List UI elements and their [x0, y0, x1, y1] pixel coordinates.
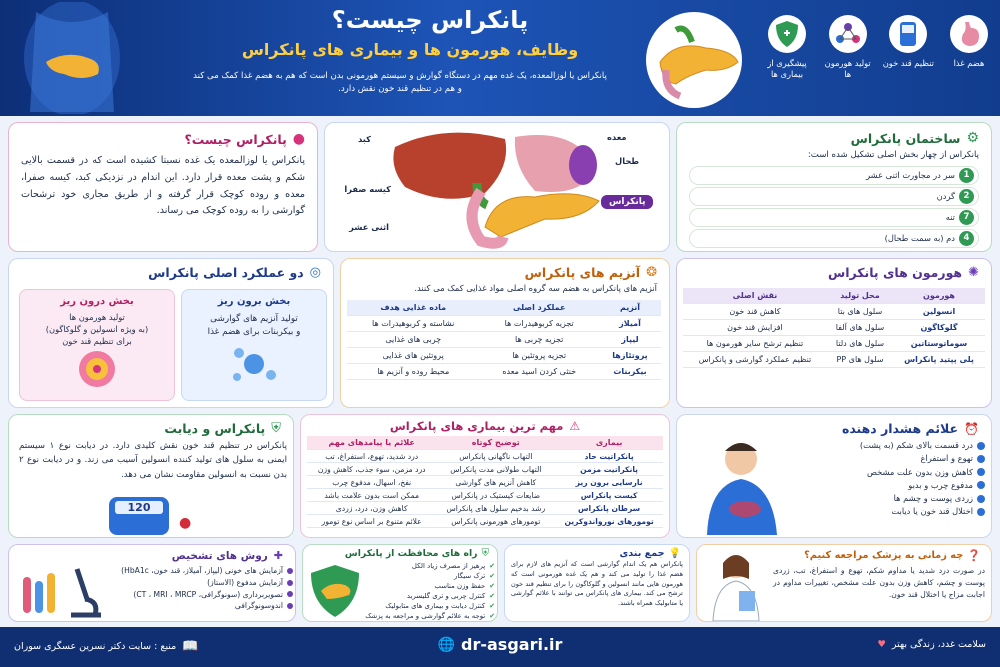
enzymes-title: آنزیم های پانکراس [524, 265, 641, 280]
pancreas-illustration-icon [636, 10, 752, 110]
list-item: مدفوع چرب و بدبو [797, 479, 985, 492]
list-item: آزمایش مدفوع (الاستاز) [109, 577, 293, 589]
protect-card [302, 544, 498, 622]
warning-title: علائم هشدار دهنده [841, 421, 959, 436]
diagnosis-list [109, 565, 293, 612]
functions-card [8, 258, 334, 408]
globe-icon: 🌐 [437, 636, 456, 653]
table-row: پانکراتیت حاد التهاب ناگهانی پانکراس درد شدید، تهوع، استفراغ، تب [307, 450, 663, 463]
doctor-card [696, 544, 992, 622]
glucose-meter-icon [888, 14, 928, 54]
footer [0, 627, 1000, 667]
list-item: 7 تنه [689, 208, 979, 227]
man-in-pain-icon [685, 435, 793, 537]
label-pancreas: پانکراس [601, 195, 653, 209]
summary-title: جمع بندی [619, 548, 665, 559]
diseases-table: بیماری توضیح کوتاه علائم یا پیامدهای مهم پانکراتیت حاد التهاب ناگهانی پانکراس درد شدید، تهوع، استفراغ، تب پانکراتیت مزمن التهاب طولانی مدت پانکراس درد مزمن، سوء جذب، کاهش وزن نارسایی برون ریز کاهش آنزیم های گوارشی نفخ، اسهال، مدفوع چرب کیست پانکراس ضایعات کیستیک در پانکراس ممکن است بدون علامت باشد سرطان پانکراس رشد بدخیم سلول های پانکراس کاهش وزن، درد، زردی تومورهای نورواندوکرین تومورهای هورمونی پانکراس علائم متنوع بر اساس نوع تومور [307, 436, 663, 528]
microscope-icon [17, 559, 107, 619]
feature-prevention: پیشگیری از بیماری ها [760, 14, 814, 110]
anatomy-card [324, 122, 670, 252]
what-text: پانکراس یا لوزالمعده یک غده نسبتا کشیده است که در قسمت بالایی شکم و پشت معده قرار دارد. این اندام در نزدیکی کبد، کیسه صفرا، معده و روده کوچک قرار گرفته و از طریق مجاری خود ترشحات گوارشی را به روده کوچک می رساند. [21, 155, 305, 217]
list-item: اختلال قند خون یا دیابت [797, 505, 985, 518]
summary-text: پانکراس هم یک اندام گوارشی است که آنزیم های لازم برای هضم غذا را تولید می کند و هم یک غده هورمونی است که هورمون هایی مانند انسولین و گلوکاگون را برای تنظیم قند خون ترشح می کند. بیماری های پانکراس می توانند با علائم گوارشی یا متابولیک همراه باشند. [511, 560, 683, 607]
enzymes-table: آنزیم عملکرد اصلی ماده غذایی هدف آمیلاز تجزیه کربوهیدرات ها نشاسته و کربوهیدرات ها لیپاز تجزیه چربی ها چربی های غذایی پروتئازها تجزیه پروتئین ها پروتئین های غذایی بیکربنات خنثی کردن اسید معده محیط روده و آنزیم ها [347, 300, 661, 380]
diabetes-text: پانکراس در تنظیم قند خون نقش کلیدی دارد. در دیابت نوع ۱ سیستم ایمنی به سلول های تولید کننده انسولین آسیب می زند. و در دیابت نوع ۲ بدن نسبت به انسولین مقاومت نشان می دهد. [19, 441, 287, 480]
footer-slogan: سلامت غدد، زندگی بهتر ♥ [877, 639, 986, 650]
protect-title: راه های محافظت از پانکراس [344, 548, 478, 559]
footer-source: منبع : سایت دکتر نسرین عسگری سوران 📖 [14, 639, 199, 654]
doctor-text: در صورت درد شدید یا مداوم شکم، تهوع و استفراغ، تب، زردی پوست و چشم، کاهش وزن بدون علت مشخص، تغییرات مداوم در اجابت مزاج یا اختلال قند خون. [773, 566, 985, 599]
endocrine-box: بخش درون ریز تولید هورمون ها (به ویژه انسولین و گلوکاگون) برای تنظیم قند خون [19, 289, 175, 401]
alarm-icon: ⏰ [964, 421, 979, 436]
list-item: آزمایش های خونی (لیپاز، آمیلاز، قند خون، HbA1c) [109, 565, 293, 577]
what-is-pancreas-card [8, 122, 318, 252]
page-title: پانکراس چیست؟ [331, 6, 529, 34]
diabetes-title: پانکراس و دیابت [164, 421, 266, 436]
question-icon: ❓ [967, 549, 981, 562]
table-row: آمیلاز تجزیه کربوهیدرات ها نشاسته و کربوهیدرات ها [347, 316, 661, 332]
feature-icons [760, 14, 996, 110]
doctor-icon [703, 549, 769, 621]
shield-plus-icon [767, 14, 807, 54]
shield-check-icon: ⛨ [271, 421, 281, 436]
diagnosis-title: روش های تشخیص [171, 549, 268, 562]
anatomy-illustration-icon [385, 127, 615, 249]
torso-silhouette-icon [6, 2, 138, 114]
list-item: ✔ ترک سیگار [454, 572, 495, 580]
hormones-table: هورمون محل تولید نقش اصلی انسولین سلول های بتا کاهش قند خون گلوکاگون سلول های آلفا افزایش قند خون سوماتوستاتین سلول های دلتا تنظیم ترشح سایر هورمون ها پلی پپتید پانکراس سلول های PP تنظیم عملکرد گوارشی و پانکراس [683, 288, 985, 368]
feature-glucose: تنظیم قند خون [881, 14, 935, 110]
warning-signs-card [676, 414, 992, 538]
table-row: سرطان پانکراس رشد بدخیم سلول های پانکراس کاهش وزن، درد، زردی [307, 502, 663, 515]
shield-check-icon: ⛨ [481, 548, 489, 559]
table-row: پروتئازها تجزیه پروتئین ها پروتئین های غذایی [347, 348, 661, 364]
warning-list [797, 439, 985, 519]
functions-title: دو عملکرد اصلی پانکراس [148, 265, 304, 280]
table-row: انسولین سلول های بتا کاهش قند خون [683, 304, 985, 320]
hormones-card [676, 258, 992, 408]
intestine-icon: ❂ [646, 265, 657, 280]
shield-pancreas-icon [309, 563, 361, 619]
table-row: پانکراتیت مزمن التهاب طولانی مدت پانکراس درد مزمن، سوء جذب، کاهش وزن [307, 463, 663, 476]
label-spleen: طحال [615, 156, 640, 166]
location-pin-icon: ● [292, 131, 305, 147]
table-row: لیپاز تجزیه چربی ها چربی های غذایی [347, 332, 661, 348]
intro-text: پانکراس یا لوزالمعده، یک غده مهم در دستگاه گوارش و سیستم هورمونی بدن است که هم به هضم غذا کمک می کند و هم در تنظیم قند خون نقش دارد. [193, 71, 607, 94]
enzymes-card [340, 258, 670, 408]
label-stomach: معده [607, 132, 627, 142]
table-row: پلی پپتید پانکراس سلول های PP تنظیم عملکرد گوارشی و پانکراس [683, 352, 985, 368]
hormones-title: هورمون های پانکراس [827, 265, 963, 280]
list-item: 4 دم (به سمت طحال) [689, 229, 979, 248]
table-row: سوماتوستاتین سلول های دلتا تنظیم ترشح سایر هورمون ها [683, 336, 985, 352]
footer-website[interactable]: 🌐 dr-asgari.ir [437, 635, 563, 654]
enzyme-cells-icon [229, 343, 279, 385]
protect-list [363, 561, 495, 621]
feature-hormones: تولید هورمون ها [821, 14, 875, 110]
list-item: تهوع و استفراغ [797, 452, 985, 465]
list-item: کاهش وزن بدون علت مشخص [797, 466, 985, 479]
structure-title: ساختمان پانکراس [850, 130, 961, 146]
enzymes-intro: آنزیم های پانکراس به هضم سه گروه اصلی مواد غذایی کمک می کنند. [414, 283, 657, 293]
summary-card [504, 544, 690, 622]
glucose-meter: 120 [109, 497, 169, 535]
label-gallbladder: کیسه صفرا [344, 184, 391, 194]
heart-icon: ♥ [877, 639, 886, 650]
structure-card [676, 122, 992, 252]
test-icon: ✚ [273, 549, 283, 562]
table-row: تومورهای نورواندوکرین تومورهای هورمونی پانکراس علائم متنوع بر اساس نوع تومور [307, 515, 663, 528]
exocrine-box: بخش برون ریز تولید آنزیم های گوارشی و بیکربنات برای هضم غذا [181, 289, 327, 401]
label-duodenum: اثنی عشر [349, 222, 389, 232]
table-row: نارسایی برون ریز کاهش آنزیم های گوارشی نفخ، اسهال، مدفوع چرب [307, 476, 663, 489]
feature-digestion: هضم غذا [942, 14, 996, 110]
page-subtitle: وظایف، هورمون ها و بیماری های پانکراس [241, 40, 579, 59]
list-item: ✔ توجه به علائم گوارشی و مراجعه به پزشک [365, 612, 495, 620]
list-item: درد قسمت بالای شکم (به پشت) [797, 439, 985, 452]
list-item: 1 سر در مجاورت اثنی عشر [689, 166, 979, 185]
diseases-title: مهم ترین بیماری های پانکراس [389, 419, 564, 433]
diseases-card [300, 414, 670, 538]
diagnosis-card [8, 544, 296, 622]
label-liver: کبد [357, 134, 371, 144]
structure-intro: پانکراس از چهار بخش اصلی تشکیل شده است: [807, 150, 979, 160]
blood-drop-icon: ● [179, 515, 192, 531]
hormone-icon: ✺ [968, 265, 979, 280]
what-title: پانکراس چیست؟ [184, 131, 287, 147]
table-row: گلوکاگون سلول های آلفا افزایش قند خون [683, 320, 985, 336]
list-item: تصویربرداری (سونوگرافی، CT ، MRI ، MRCP) [109, 589, 293, 601]
header-banner [0, 0, 1000, 116]
table-row: کیست پانکراس ضایعات کیستیک در پانکراس ممکن است بدون علامت باشد [307, 489, 663, 502]
list-item: زردی پوست و چشم ها [797, 492, 985, 505]
structure-parts [677, 166, 991, 248]
warning-icon: ⚠ [569, 419, 581, 433]
molecule-icon [828, 14, 868, 54]
list-item: ✔ حفظ وزن مناسب [434, 582, 495, 590]
doctor-title: چه زمانی به پزشک مراجعه کنیم؟ [804, 550, 964, 561]
islet-cell-icon [75, 349, 119, 389]
book-icon: 📖 [182, 639, 199, 654]
list-item: ✔ پرهیز از مصرف زیاد الکل [411, 562, 495, 570]
list-item: اندوسونوگرافی [109, 600, 293, 612]
stomach-icon [949, 14, 989, 54]
target-icon: ◎ [309, 265, 321, 280]
table-row: بیکربنات خنثی کردن اسید معده محیط روده و آنزیم ها [347, 364, 661, 380]
lightbulb-icon: 💡 [668, 548, 681, 559]
list-item: ✔ کنترل چربی و تری گلیسرید [406, 592, 495, 600]
list-item: ✔ کنترل دیابت و بیماری های متابولیک [385, 602, 495, 610]
diabetes-card [8, 414, 294, 538]
list-item: 2 گردن [689, 187, 979, 206]
gear-icon: ⚙ [966, 130, 979, 146]
